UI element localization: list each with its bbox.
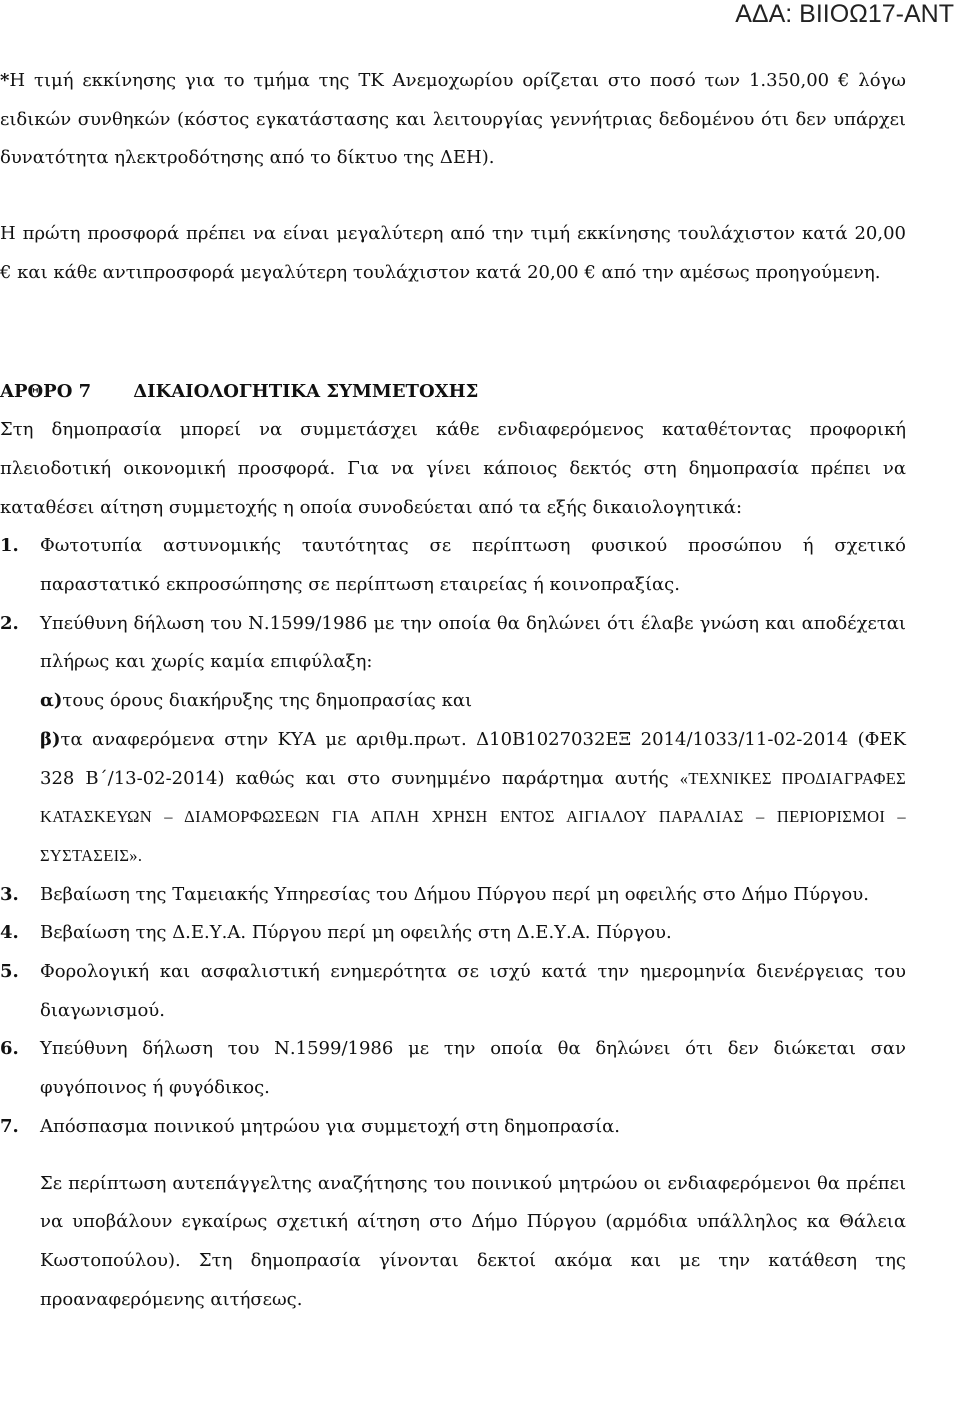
list-item <box>0 953 906 1030</box>
offer-rule: Η πρώτη προσφορά πρέπει να είναι μεγαλύτερη από την τιμή εκκίνησης τουλάχιστον κατά 20,00 € και κάθε αντιπροσφορά μεγαλύτερη τουλάχιστον κατά 20,00 € από την αμέσως προηγούμενη. <box>0 223 906 283</box>
item-number: 6. <box>0 1038 19 1060</box>
article-heading <box>0 373 906 412</box>
sub-label: β) <box>40 728 61 750</box>
item-text: Βεβαίωση της Ταμειακής Υπηρεσίας του Δήμου Πύργου περί μη οφειλής στο Δήμο Πύργου. <box>40 883 869 905</box>
ada-code: ΑΔΑ: ΒΙΙΟΩ17-ΑΝΤ <box>735 0 954 28</box>
item-text: Φωτοτυπία αστυνομικής ταυτότητας σε περίπτωση φυσικού προσώπου ή σχετικό παραστατικό εκπροσώπησης σε περίπτωση εταιρείας ή κοινοπραξίας. <box>40 535 906 596</box>
item-number: 7. <box>0 1115 19 1137</box>
closing-paragraph: Σε περίπτωση αυτεπάγγελτης αναζήτησης του ποινικού μητρώου οι ενδιαφερόμενοι θα πρέπει να υποβάλουν εγκαίρως σχετική αίτηση στο Δήμο Πύργου (αρμόδια υπάλληλος κα Θάλεια Κωστοπούλου). Στη δημοπρασία γίνονται δεκτοί ακόμα και με την κατάθεση της προαναφερόμενης αιτήσεως. <box>40 1172 906 1310</box>
asterisk: * <box>0 70 10 91</box>
list-item <box>0 876 906 915</box>
item-text: Υπεύθυνη δήλωση του Ν.1599/1986 με την οποία θα δηλώνει ότι έλαβε γνώση και αποδέχεται πλήρως και χωρίς καμία επιφύλαξη: <box>40 612 906 673</box>
list-item <box>0 1108 906 1147</box>
article-title: ΔΙΚΑΙΟΛΟΓΗΤΙΚΑ ΣΥΜΜΕΤΟΧΗΣ <box>133 380 479 402</box>
item-text: Απόσπασμα ποινικού μητρώου για συμμετοχή στη δημοπρασία. <box>40 1115 621 1137</box>
sub-text: τους όρους διακήρυξης της δημοπρασίας και <box>62 690 473 712</box>
document-page <box>0 62 906 1337</box>
list-item <box>0 914 906 953</box>
list-item <box>0 1030 906 1107</box>
sub-item-b <box>0 721 906 876</box>
item-number: 4. <box>0 922 19 944</box>
sub-text: τα αναφερόμενα στην ΚΥΑ με αριθμ.πρωτ. Δ10Β1027032ΕΞ 2014/1033/11-02-2014 (ΦΕΚ 328 Β΄/13-02-2014) καθώς και στο συνημμένο παράρτημα αυτής <box>40 728 906 789</box>
item-text: Υπεύθυνη δήλωση του Ν.1599/1986 με την οποία θα δηλώνει ότι δεν διώκεται σαν φυγόποινος ή φυγόδικος. <box>40 1038 906 1099</box>
note-text: Η τιμή εκκίνησης για το τμήμα της ΤΚ Ανεμοχωρίου ορίζεται στο ποσό των 1.350,00 € λόγω ειδικών συνθηκών (κόστος εγκατάστασης και λειτουργίας γεννήτριας δεδομένου ότι δεν υπάρχει δυνατότητα ηλεκτροδότησης από το δίκτυο της ΔΕΗ). <box>0 70 906 169</box>
item-number: 1. <box>0 535 19 557</box>
list-item <box>0 605 906 682</box>
list-item <box>0 527 906 604</box>
article-intro: Στη δημοπρασία μπορεί να συμμετάσχει κάθε ενδιαφερόμενος καταθέτοντας προφορική πλειοδοτική οικονομική προσφορά. Για να γίνει κάποιος δεκτός στη δημοπρασία πρέπει να καταθέσει αίτηση συμμετοχής η οποία συνοδεύεται από τα εξής δικαιολογητικά: <box>0 419 906 518</box>
item-number: 3. <box>0 883 19 905</box>
sub-label: α) <box>40 690 63 712</box>
item-number: 2. <box>0 612 19 634</box>
starting-price-note <box>0 62 906 178</box>
sub-item-a <box>0 682 906 721</box>
specification-title: «ΤΕΧΝΙΚΕΣ ΠΡΟΔΙΑΓΡΑΦΕΣ ΚΑΤΑΣΚΕΥΩΝ – ΔΙΑΜΟΡΦΩΣΕΩΝ ΓΙΑ ΑΠΛΗ ΧΡΗΣΗ ΕΝΤΟΣ ΑΙΓΙΑΛΟΥ ΠΑΡΑΛΙΑΣ – ΠΕΡΙΟΡΙΣΜΟΙ – ΣΥΣΤΑΣΕΙΣ». <box>40 768 906 865</box>
item-text: Φορολογική και ασφαλιστική ενημερότητα σε ισχύ κατά την ημερομηνία διενέργειας του διαγωνισμού. <box>40 961 906 1021</box>
item-number: 5. <box>0 961 19 983</box>
item-text: Βεβαίωση της Δ.Ε.Υ.Α. Πύργου περί μη οφειλής στη Δ.Ε.Υ.Α. Πύργου. <box>40 922 672 944</box>
article-number: ΑΡΘΡΟ 7 <box>0 380 92 402</box>
